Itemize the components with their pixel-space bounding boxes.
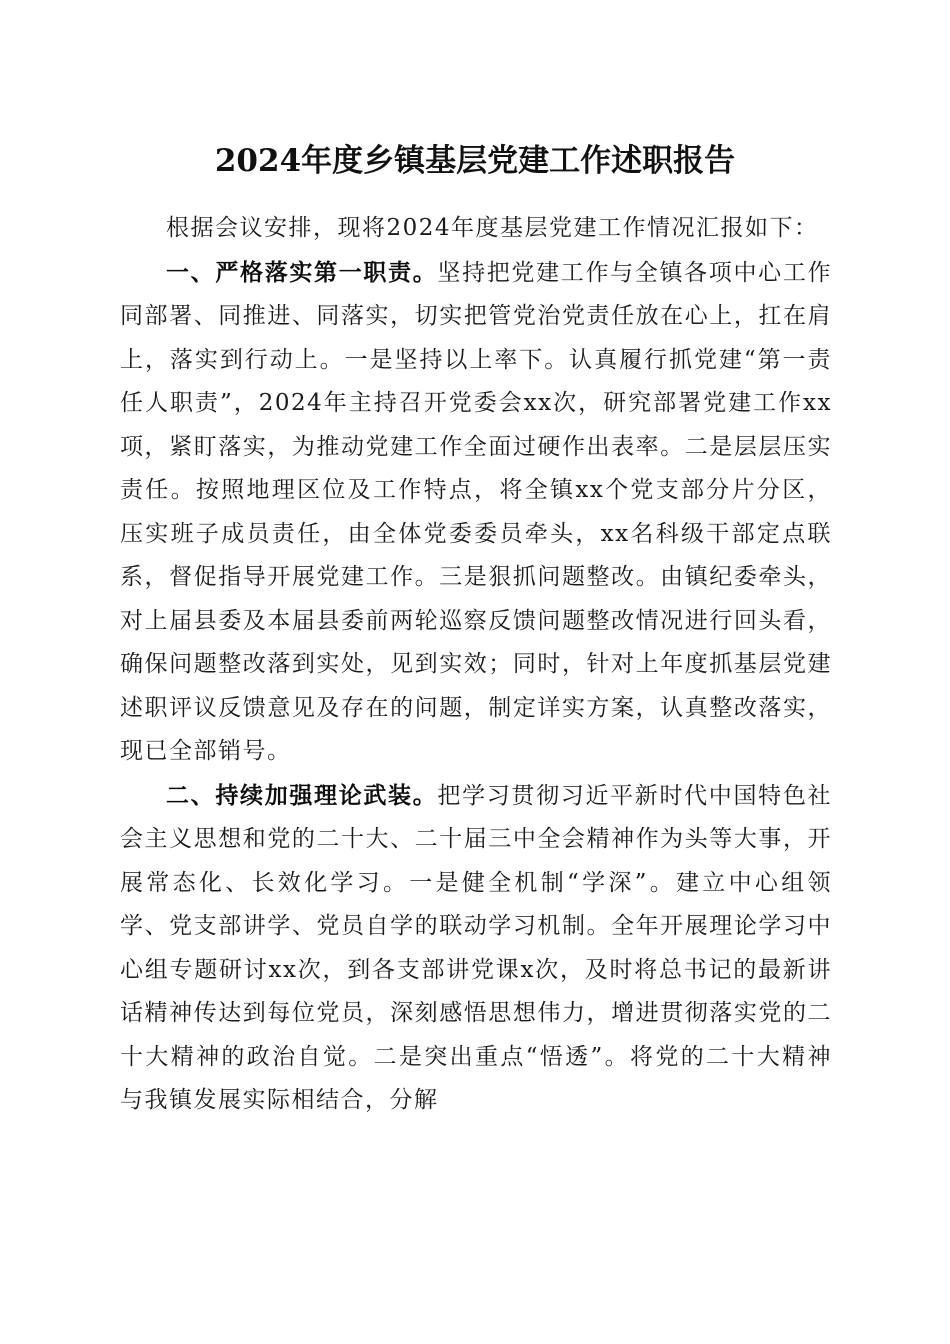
section-1-heading: 一、严格落实第一职责。 [166,258,438,286]
section-2-paragraph [120,774,832,1123]
section-1-paragraph [120,251,832,774]
intro-paragraph: 根据会议安排，现将2024年度基层党建工作情况汇报如下： [166,215,819,241]
section-2-body: 把学习贯彻习近平新时代中国特色社会主义思想和党的二十大、二十届三中全会精神作为头等大事，开展常态化、长效化学习。一是健全机制“学深”。建立中心组领学、党支部讲学、党员自学的联动学习机制。全年开展理论学习中心组专题研讨xx次，到各支部讲党课x次，及时将总书记的最新讲话精神传达到每位党员，深刻感悟思想伟力，增进贯彻落实党的二十大精神的政治自觉。二是突出重点“悟透”。将党的二十大精神与我镇发展实际相结合，分解 [120,782,833,1113]
section-1-body: 坚持把党建工作与全镇各项中心工作同部署、同推进、同落实，切实把管党治党责任放在心上，扛在肩上，落实到行动上。一是坚持以上率下。认真履行抓党建“第一责任人职责”，2024年主持召开党委会xx次，研究部署党建工作xx项，紧盯落实，为推动党建工作全面过硬作出表率。二是层层压实责任。按照地理区位及工作特点，将全镇xx个党支部分片分区，压实班子成员责任，由全体党委委员牵头，xx名科级干部定点联系，督促指导开展党建工作。三是狠抓问题整改。由镇纪委牵头，对上届县委及本届县委前两轮巡察反馈问题整改情况进行回头看，确保问题整改落到实处，见到实效；同时，针对上年度抓基层党建述职评议反馈意见及存在的问题，制定详实方案，认真整改落实，现已全部销号。 [120,259,833,764]
section-2-heading: 二、持续加强理论武装。 [166,781,438,809]
document-title: 2024年度乡镇基层党建工作述职报告 [214,143,736,179]
document-body [120,207,832,1123]
